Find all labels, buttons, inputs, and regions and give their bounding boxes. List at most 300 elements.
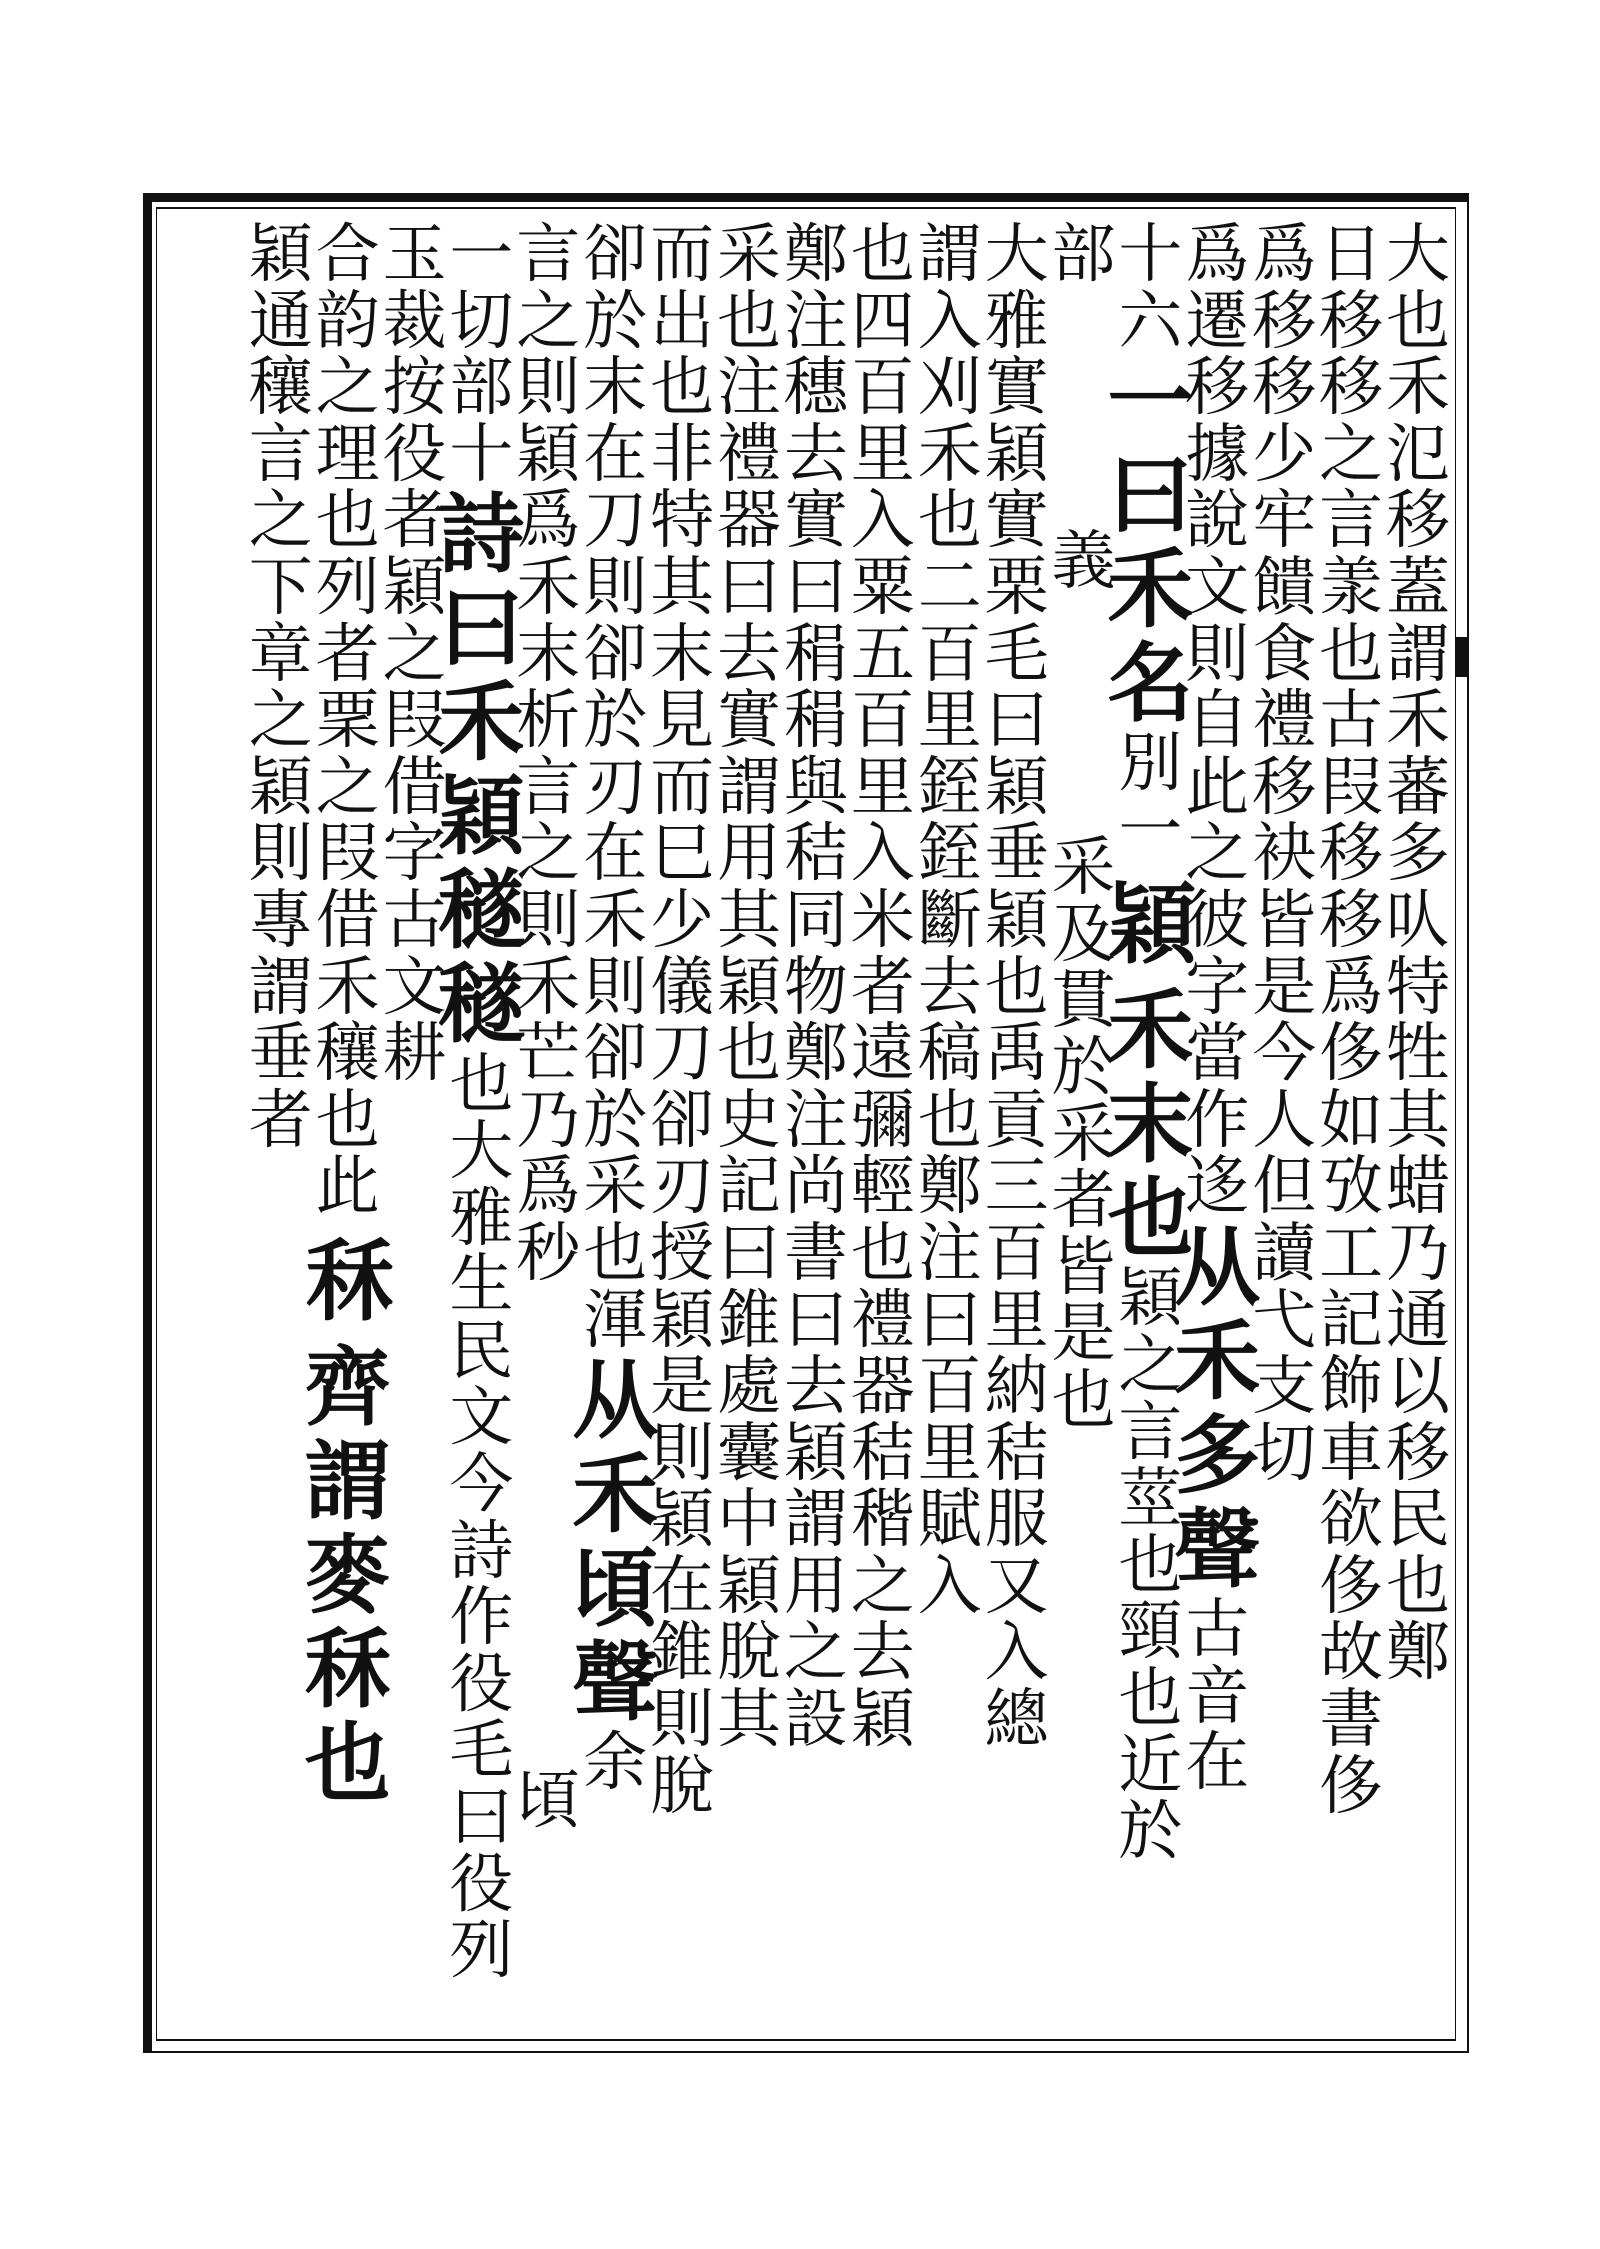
- text-glyph: 卻: [583, 617, 648, 692]
- text-glyph: 章: [248, 617, 313, 692]
- text-glyph: 十: [1118, 218, 1183, 292]
- text-glyph: 飾: [1319, 1350, 1384, 1425]
- text-glyph: 氾: [1386, 417, 1450, 492]
- text-glyph: 今: [1252, 1017, 1317, 1092]
- text-glyph: 莖: [1118, 1462, 1183, 1537]
- text-glyph: 工: [1319, 1216, 1384, 1291]
- text-glyph: 侈: [1319, 1017, 1384, 1092]
- text-glyph: 也: [984, 950, 1049, 1025]
- text-glyph: 牢: [1252, 484, 1317, 559]
- text-glyph: 四: [850, 284, 915, 359]
- text-glyph: 中: [717, 1483, 781, 1558]
- text-glyph: 見: [650, 684, 715, 759]
- text-glyph: 脫: [650, 1749, 715, 1824]
- text-glyph: 穎: [984, 417, 1049, 492]
- text-glyph: 移: [1319, 284, 1384, 359]
- text-glyph: 支: [1252, 1350, 1317, 1425]
- text-glyph: 六: [1118, 284, 1183, 359]
- text-glyph: 車: [1319, 1416, 1384, 1491]
- text-glyph: 去: [717, 617, 781, 692]
- text-glyph: 移: [1319, 351, 1384, 426]
- text-glyph: 也: [850, 1216, 915, 1291]
- text-glyph: 其: [1386, 1083, 1450, 1158]
- text-glyph: 禾: [583, 883, 648, 958]
- text-glyph: 實: [984, 351, 1049, 426]
- text-glyph: 其: [717, 1683, 781, 1758]
- text-glyph: 曰: [917, 1283, 982, 1358]
- text-glyph: 言: [516, 750, 581, 825]
- text-glyph: 穎: [717, 1549, 781, 1624]
- text-glyph: 移: [1319, 817, 1384, 892]
- text-glyph: 列: [449, 1914, 514, 1989]
- text-glyph: 人: [1252, 1083, 1317, 1158]
- text-glyph: 但: [1252, 1150, 1317, 1225]
- text-glyph: 義: [1051, 524, 1116, 599]
- text-glyph: 鄭: [783, 218, 848, 292]
- text-glyph: 謂: [783, 1483, 848, 1558]
- text-glyph: 少: [1252, 417, 1317, 492]
- text-glyph: 如: [1319, 1083, 1384, 1158]
- headword-glyph: 多: [1174, 1404, 1261, 1506]
- text-glyph: 爲: [1319, 950, 1384, 1025]
- text-glyph: 秸: [783, 817, 848, 892]
- text-glyph: 米: [850, 883, 915, 958]
- text-glyph: 禮: [850, 1283, 915, 1358]
- text-glyph: 授: [650, 1216, 715, 1291]
- headword-glyph: 曰: [438, 578, 525, 680]
- headword-glyph: 頃: [572, 1538, 659, 1640]
- text-glyph: 言: [248, 417, 313, 492]
- text-glyph: 斷: [917, 883, 982, 958]
- text-glyph: 文: [449, 1381, 514, 1456]
- text-glyph: 曰: [783, 550, 848, 625]
- text-glyph: 移: [1386, 484, 1450, 559]
- text-glyph: 一: [449, 218, 514, 292]
- text-glyph: 史: [717, 1083, 781, 1158]
- text-glyph: 鄭: [783, 1017, 848, 1092]
- text-glyph: 卻: [650, 1083, 715, 1158]
- text-glyph: 音: [1185, 1659, 1250, 1734]
- text-glyph: 合: [315, 218, 380, 292]
- text-glyph: 五: [850, 617, 915, 692]
- text-glyph: 之: [1118, 1328, 1183, 1403]
- text-glyph: 民: [449, 1314, 514, 1389]
- text-glyph: 鄭: [917, 1150, 982, 1225]
- text-glyph: 入: [917, 284, 982, 359]
- text-glyph: 秸: [984, 1416, 1049, 1491]
- text-glyph: 叚: [382, 684, 447, 759]
- text-glyph: 也: [1319, 617, 1384, 692]
- text-glyph: 與: [783, 750, 848, 825]
- text-glyph: 用: [783, 1549, 848, 1624]
- seal-glyph: 穎: [1108, 872, 1193, 977]
- text-column-18: [235, 218, 327, 1158]
- text-glyph: 移: [1386, 1416, 1450, 1491]
- text-glyph: 少: [650, 883, 715, 958]
- text-glyph: 稿: [917, 1017, 982, 1092]
- text-glyph: 役: [382, 417, 447, 492]
- text-glyph: 禾: [516, 950, 581, 1025]
- text-glyph: 據: [1185, 417, 1250, 492]
- text-glyph: 服: [984, 1483, 1049, 1558]
- text-glyph: 禹: [984, 1017, 1049, 1092]
- text-glyph: 曰: [783, 1283, 848, 1358]
- text-glyph: 役: [449, 1647, 514, 1722]
- text-glyph: 里: [984, 1283, 1049, 1358]
- text-glyph: 之: [850, 1549, 915, 1624]
- text-glyph: 禮: [717, 417, 781, 492]
- text-glyph: 穎: [650, 1283, 715, 1358]
- text-glyph: 書: [1319, 1683, 1384, 1758]
- text-glyph: 古: [382, 883, 447, 958]
- text-glyph: 玉: [382, 218, 447, 292]
- text-glyph: 當: [1185, 1017, 1250, 1092]
- text-glyph: 則: [516, 883, 581, 958]
- headword-glyph: 从: [572, 1350, 659, 1452]
- text-glyph: 於: [583, 684, 648, 759]
- text-glyph: 銍: [917, 817, 982, 892]
- headword-glyph: 齊: [304, 1336, 391, 1438]
- text-glyph: 也: [1386, 1549, 1450, 1624]
- text-glyph: 言: [1118, 1395, 1183, 1470]
- text-glyph: 特: [650, 484, 715, 559]
- text-glyph: 輕: [850, 1150, 915, 1225]
- text-glyph: 秸: [850, 1416, 915, 1491]
- text-glyph: 秒: [516, 1216, 581, 1291]
- text-glyph: 切: [449, 284, 514, 359]
- headword-glyph: 一: [1107, 351, 1194, 453]
- headword-glyph: 麥: [304, 1524, 391, 1626]
- text-glyph: 曰: [984, 684, 1049, 759]
- text-glyph: 注: [717, 351, 781, 426]
- text-glyph: 禾: [315, 950, 380, 1025]
- text-glyph: 入: [850, 484, 915, 559]
- text-glyph: 其: [650, 550, 715, 625]
- text-glyph: 作: [449, 1581, 514, 1656]
- text-glyph: 刃: [583, 750, 648, 825]
- text-glyph: 刀: [650, 1017, 715, 1092]
- text-glyph: 彌: [850, 1083, 915, 1158]
- text-glyph: 穰: [315, 1017, 380, 1092]
- text-glyph: 垂: [248, 1017, 313, 1092]
- text-glyph: 里: [850, 417, 915, 492]
- text-glyph: 者: [1051, 1164, 1116, 1239]
- text-glyph: 刈: [917, 351, 982, 426]
- headword-glyph: 聲: [1174, 1498, 1261, 1600]
- text-glyph: 里: [850, 750, 915, 825]
- text-glyph: 移: [1185, 351, 1250, 426]
- text-glyph: 曰: [449, 1780, 514, 1855]
- text-glyph: 尚: [783, 1150, 848, 1225]
- text-glyph: 刀: [583, 484, 648, 559]
- text-glyph: 韵: [315, 284, 380, 359]
- text-glyph: 禮: [1252, 684, 1317, 759]
- text-glyph: 入: [984, 1616, 1049, 1691]
- text-glyph: 穎: [248, 218, 313, 292]
- text-glyph: 民: [1386, 1483, 1450, 1558]
- text-glyph: 穎: [783, 1416, 848, 1491]
- text-glyph: 借: [315, 883, 380, 958]
- text-glyph: 切: [1252, 1416, 1317, 1491]
- text-glyph: 之: [315, 750, 380, 825]
- text-glyph: 羕: [1319, 550, 1384, 625]
- text-glyph: 是: [1252, 950, 1317, 1025]
- text-glyph: 百: [917, 1350, 982, 1425]
- text-glyph: 入: [917, 1549, 982, 1624]
- headword-glyph: 禾: [1107, 539, 1194, 641]
- text-glyph: 爲: [1185, 218, 1250, 292]
- text-glyph: 而: [650, 218, 715, 292]
- text-glyph: 部: [1051, 218, 1116, 292]
- text-glyph: 部: [449, 351, 514, 426]
- text-glyph: 貫: [1051, 964, 1116, 1039]
- text-glyph: 讀: [1252, 1216, 1317, 1291]
- text-glyph: 也: [449, 1048, 514, 1123]
- text-glyph: 卻: [583, 218, 648, 292]
- text-glyph: 賦: [917, 1483, 982, 1558]
- text-glyph: 蜡: [1386, 1150, 1450, 1225]
- text-glyph: 二: [917, 550, 982, 625]
- text-glyph: 其: [717, 883, 781, 958]
- text-glyph: 謂: [917, 218, 982, 292]
- text-glyph: 則: [650, 1416, 715, 1491]
- text-glyph: 去: [850, 1616, 915, 1691]
- text-glyph: 之: [248, 684, 313, 759]
- text-glyph: 儀: [650, 950, 715, 1025]
- text-glyph: 之: [315, 351, 380, 426]
- text-glyph: 百: [984, 1216, 1049, 1291]
- text-glyph: 末: [583, 351, 648, 426]
- headword-glyph: 穎: [438, 766, 525, 868]
- text-glyph: 書: [783, 1216, 848, 1291]
- text-glyph: 禾: [1386, 351, 1450, 426]
- text-glyph: 是: [1051, 1297, 1116, 1372]
- text-glyph: 蓋: [1386, 550, 1450, 625]
- text-glyph: 䅌: [783, 684, 848, 759]
- text-glyph: 也: [917, 484, 982, 559]
- text-glyph: 禾: [1386, 684, 1450, 759]
- text-glyph: 之: [1319, 417, 1384, 492]
- text-glyph: 之: [1185, 817, 1250, 892]
- text-glyph: 十: [449, 417, 514, 492]
- text-glyph: 謂: [1386, 617, 1450, 692]
- text-glyph: 也: [1386, 284, 1450, 359]
- text-glyph: 及: [1051, 897, 1116, 972]
- text-glyph: 在: [650, 1549, 715, 1624]
- headword-glyph: 謂: [304, 1430, 391, 1532]
- text-glyph: 則: [583, 550, 648, 625]
- text-glyph: 采: [583, 1150, 648, 1225]
- text-glyph: 文: [382, 950, 447, 1025]
- headword-glyph: 穟: [438, 860, 525, 962]
- text-glyph: 采: [1051, 1097, 1116, 1172]
- text-glyph: 之: [783, 1616, 848, 1691]
- text-glyph: 器: [717, 484, 781, 559]
- text-glyph: 古: [1185, 1592, 1250, 1667]
- text-glyph: 皆: [1252, 883, 1317, 958]
- text-glyph: 總: [984, 1683, 1049, 1758]
- text-glyph: 欲: [1319, 1483, 1384, 1558]
- text-glyph: 移: [1252, 284, 1317, 359]
- text-glyph: 字: [382, 817, 447, 892]
- text-glyph: 按: [382, 351, 447, 426]
- text-glyph: 侈: [1319, 1749, 1384, 1824]
- text-glyph: 於: [583, 284, 648, 359]
- text-glyph: 脫: [717, 1616, 781, 1691]
- text-glyph: 叚: [1319, 750, 1384, 825]
- text-glyph: 稭: [850, 1483, 915, 1558]
- text-glyph: 則: [650, 1683, 715, 1758]
- text-glyph: 用: [717, 817, 781, 892]
- text-glyph: 百: [917, 617, 982, 692]
- text-glyph: 大: [1386, 218, 1450, 292]
- text-glyph: 大: [984, 218, 1049, 292]
- text-glyph: 刃: [650, 1150, 715, 1225]
- text-glyph: 則: [583, 950, 648, 1025]
- text-glyph: 里: [917, 684, 982, 759]
- headword-glyph: 秝: [304, 1618, 391, 1720]
- headword-glyph: 禾: [438, 672, 525, 774]
- headword-glyph: 从: [1174, 1216, 1261, 1318]
- text-glyph: 又: [984, 1549, 1049, 1624]
- text-glyph: 言: [1319, 484, 1384, 559]
- text-glyph: 移: [1252, 351, 1317, 426]
- text-glyph: 之: [516, 284, 581, 359]
- text-glyph: 也: [717, 284, 781, 359]
- text-glyph: 垂: [984, 817, 1049, 892]
- text-glyph: 專: [248, 883, 313, 958]
- text-glyph: 毛: [449, 1714, 514, 1789]
- text-glyph: 采: [1051, 831, 1116, 906]
- text-glyph: 謂: [717, 750, 781, 825]
- text-glyph: 乃: [1386, 1216, 1450, 1291]
- text-glyph: 也: [1051, 1363, 1116, 1438]
- text-glyph: 者: [850, 950, 915, 1025]
- text-glyph: 在: [1185, 1726, 1250, 1801]
- text-glyph: 列: [315, 550, 380, 625]
- headword-glyph: 也: [1107, 1168, 1194, 1270]
- text-glyph: 於: [583, 1083, 648, 1158]
- text-glyph: 頃: [516, 1763, 581, 1838]
- text-glyph: 穰: [248, 351, 313, 426]
- text-glyph: 也: [583, 1216, 648, 1291]
- text-glyph: 䅌: [783, 617, 848, 692]
- text-glyph: 之: [382, 617, 447, 692]
- text-glyph: 記: [717, 1150, 781, 1225]
- seal-glyph: 秝: [305, 1228, 390, 1333]
- text-glyph: 注: [783, 284, 848, 359]
- text-glyph: 也: [917, 1083, 982, 1158]
- text-glyph: 而: [650, 750, 715, 825]
- text-glyph: 之: [248, 484, 313, 559]
- headword-glyph: 聲: [572, 1632, 659, 1734]
- text-glyph: 穎: [984, 750, 1049, 825]
- text-glyph: 別: [1118, 727, 1183, 802]
- text-glyph: 特: [1386, 950, 1450, 1025]
- text-glyph: 去: [783, 1350, 848, 1425]
- text-glyph: 乃: [516, 1083, 581, 1158]
- text-glyph: 也: [717, 1017, 781, 1092]
- text-glyph: 也: [850, 218, 915, 292]
- text-glyph: 皆: [1051, 1230, 1116, 1305]
- text-glyph: 是: [650, 1350, 715, 1425]
- text-glyph: 毛: [984, 617, 1049, 692]
- text-glyph: 曰: [717, 1216, 781, 1291]
- text-glyph: 遠: [850, 1017, 915, 1092]
- text-glyph: 錐: [650, 1616, 715, 1691]
- text-glyph: 詩: [449, 1514, 514, 1589]
- text-glyph: 者: [248, 1083, 313, 1158]
- text-glyph: 借: [382, 750, 447, 825]
- text-glyph: 言: [516, 218, 581, 292]
- text-glyph: 多: [1386, 817, 1450, 892]
- text-glyph: 此: [1185, 750, 1250, 825]
- text-glyph: 則: [248, 817, 313, 892]
- headword-glyph: 禾: [1174, 1310, 1261, 1412]
- text-glyph: 移: [1252, 750, 1317, 825]
- text-glyph: 叚: [315, 817, 380, 892]
- text-glyph: 入: [850, 817, 915, 892]
- text-glyph: 注: [783, 1083, 848, 1158]
- text-glyph: 文: [1185, 550, 1250, 625]
- text-glyph: 在: [583, 817, 648, 892]
- text-glyph: 饋: [1252, 550, 1317, 625]
- text-glyph: 穎: [516, 417, 581, 492]
- text-glyph: 余: [583, 1726, 648, 1801]
- text-glyph: 三: [984, 1150, 1049, 1225]
- text-glyph: 攷: [1319, 1150, 1384, 1225]
- text-glyph: 自: [1185, 684, 1250, 759]
- text-glyph: 去: [783, 417, 848, 492]
- text-glyph: 袂: [1252, 817, 1317, 892]
- text-glyph: 采: [717, 218, 781, 292]
- text-glyph: 穎: [248, 750, 313, 825]
- text-glyph: 芒: [516, 1017, 581, 1092]
- text-glyph: 納: [984, 1350, 1049, 1425]
- text-glyph: 銍: [917, 750, 982, 825]
- text-glyph: 穎: [717, 950, 781, 1025]
- text-glyph: 於: [1051, 1030, 1116, 1105]
- text-glyph: 雅: [449, 1181, 514, 1256]
- text-glyph: 故: [1319, 1616, 1384, 1691]
- text-glyph: 下: [248, 550, 313, 625]
- text-glyph: 字: [1185, 950, 1250, 1025]
- text-glyph: 侈: [1319, 1549, 1384, 1624]
- text-glyph: 通: [1386, 1283, 1450, 1358]
- text-glyph: 注: [917, 1216, 982, 1291]
- text-glyph: 移: [1319, 883, 1384, 958]
- text-glyph: 末: [516, 617, 581, 692]
- text-glyph: 百: [850, 684, 915, 759]
- text-glyph: 穎: [382, 550, 447, 625]
- text-glyph: 之: [516, 817, 581, 892]
- text-glyph: 生: [449, 1248, 514, 1323]
- text-glyph: 也: [315, 1083, 380, 1158]
- text-glyph: 出: [650, 284, 715, 359]
- text-glyph: 曰: [717, 550, 781, 625]
- text-glyph: 爲: [516, 1150, 581, 1225]
- text-glyph: 穎: [1118, 1262, 1183, 1337]
- text-glyph: 頸: [1118, 1595, 1183, 1670]
- text-glyph: 囊: [717, 1416, 781, 1491]
- text-glyph: 爲: [1252, 218, 1317, 292]
- text-glyph: 通: [248, 284, 313, 359]
- headword-glyph: 也: [304, 1712, 391, 1814]
- text-glyph: 者: [315, 617, 380, 692]
- text-glyph: 實: [717, 684, 781, 759]
- text-glyph: 實: [783, 484, 848, 559]
- text-glyph: 弋: [1252, 1283, 1317, 1358]
